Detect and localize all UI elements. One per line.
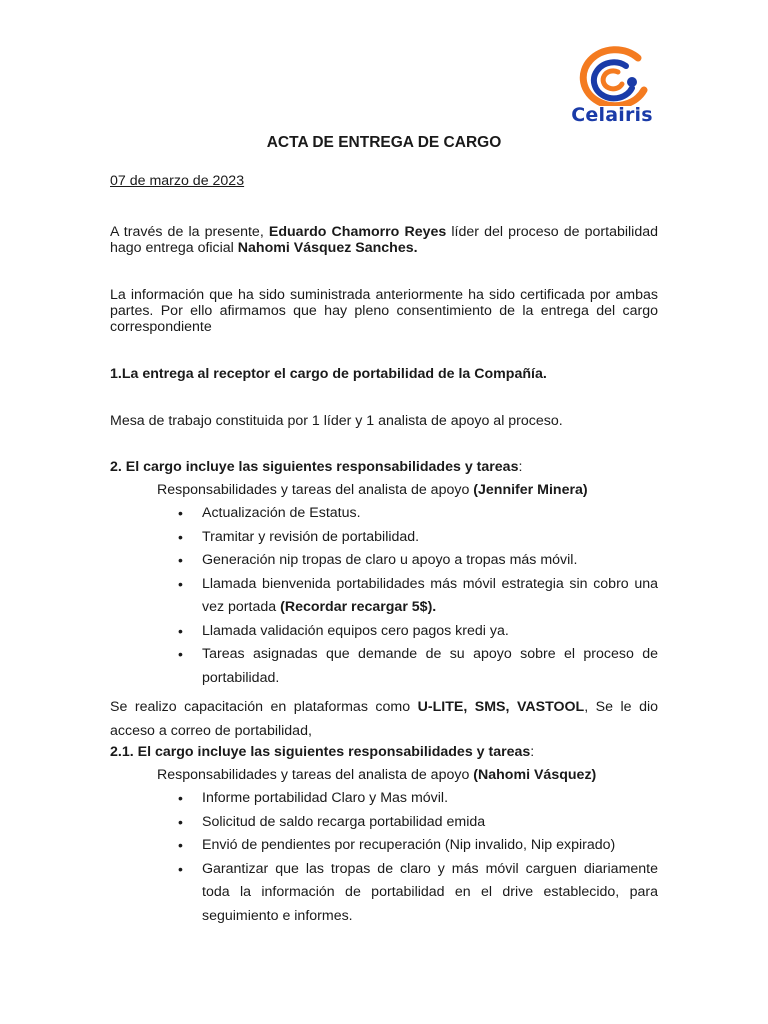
list-item: • Actualización de Estatus. — [110, 502, 658, 526]
intro-text-1: A través de la presente, — [110, 224, 269, 240]
list-item: • Tramitar y revisión de portabilidad. — [110, 526, 658, 550]
list-item: • Tareas asignadas que demande de su apoyo sobre el proceso de portabilidad. — [110, 643, 658, 690]
training-text-1: Se realizo capacitación en plataformas como — [110, 699, 418, 715]
list-item-text: Llamada bienvenida portabilidades más móvil estrategia sin cobro una vez portada — [202, 575, 658, 615]
section-2-1-colon: : — [530, 744, 535, 760]
document-date: 07 de marzo de 2023 — [110, 173, 245, 189]
list-item — [110, 573, 658, 620]
certification-paragraph: La información que ha sido suministrada anteriormente ha sido certificada por ambas partes. Por ello afirmamos que hay pleno consentimiento de la entrega del cargo correspondiente — [110, 287, 658, 335]
section-2-heading-text: 2. El cargo incluye las siguientes responsabilidades y tareas — [110, 459, 519, 475]
section-2-1-sub-name: (Nahomi Vásquez) — [473, 767, 597, 783]
list-item: • Garantizar que las tropas de claro y más móvil carguen diariamente toda la información de portabilidad en el drive establecido, para seguimiento e informes. — [110, 858, 658, 929]
list-item-bold: (Recordar recargar 5$). — [280, 599, 437, 615]
list-item: • Llamada validación equipos cero pagos kredi ya. — [110, 620, 658, 644]
section-2-1-subheading — [157, 767, 596, 783]
list-item: • Informe portabilidad Claro y Mas móvil. — [110, 787, 658, 811]
training-text-2: , Se le dio acceso a correo de portabilidad, — [110, 699, 659, 739]
company-logo — [566, 44, 658, 128]
section-2-1-list — [110, 787, 658, 928]
section-2-subheading — [157, 482, 588, 498]
section-2-1-heading-text: 2.1. El cargo incluye las siguientes responsabilidades y tareas — [110, 744, 531, 760]
intro-name-2: Nahomi Vásquez Sanches. — [237, 240, 418, 256]
section-2-colon: : — [518, 459, 523, 475]
section-1-heading: 1.La entrega al receptor el cargo de portabilidad de la Compañía. — [110, 366, 547, 382]
section-2-heading — [110, 459, 522, 475]
training-paragraph — [110, 696, 658, 743]
section-2-list — [110, 502, 658, 690]
intro-paragraph — [110, 224, 658, 256]
mesa-paragraph: Mesa de trabajo constituida por 1 líder y 1 analista de apoyo al proceso. — [110, 413, 563, 429]
section-2-1-heading — [110, 744, 534, 760]
training-platforms: U-LITE, SMS, VASTOOL — [417, 699, 585, 715]
logo-icon — [566, 44, 658, 106]
section-2-sub-name: (Jennifer Minera) — [473, 482, 588, 498]
intro-name-1: Eduardo Chamorro Reyes — [268, 224, 447, 240]
logo-wordmark: Celairis — [571, 104, 653, 126]
section-2-sub-text: Responsabilidades y tareas del analista de apoyo — [157, 482, 474, 498]
section-2-1-sub-text: Responsabilidades y tareas del analista de apoyo — [157, 767, 474, 783]
document-title: ACTA DE ENTREGA DE CARGO — [266, 134, 502, 151]
list-item: • Generación nip tropas de claro u apoyo a tropas más móvil. — [110, 549, 658, 573]
intro-text-2: líder del proceso de portabilidad hago entrega oficial — [110, 224, 658, 256]
list-item: • Envió de pendientes por recuperación (Nip invalido, Nip expirado) — [110, 834, 658, 858]
list-item: • Solicitud de saldo recarga portabilidad emida — [110, 811, 658, 835]
